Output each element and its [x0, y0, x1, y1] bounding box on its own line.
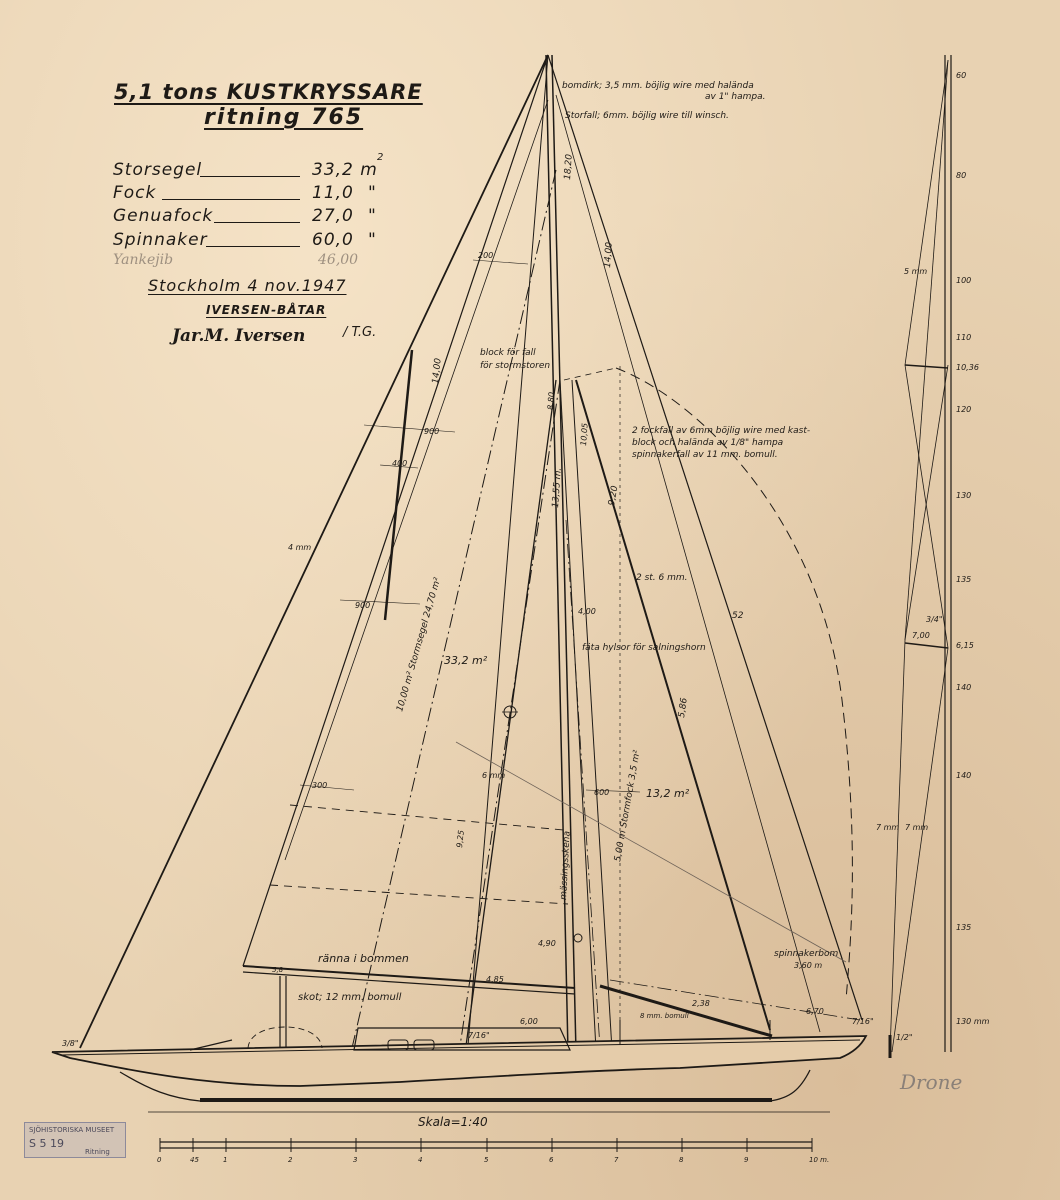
mast-dim-140-a: 140: [956, 683, 972, 692]
dim-6-00: 6,00: [520, 1017, 538, 1026]
section-stay-2: [905, 60, 948, 640]
dim-900-a-label: 900: [424, 427, 440, 436]
drawing-number: ritning 765: [204, 105, 364, 130]
note-fockfall-3: spinnakerfall av 11 mm. bomull.: [632, 450, 778, 460]
dim-4-00: 4,00: [578, 607, 596, 616]
reef-line-2: [270, 885, 568, 904]
mast-track-label: mässingsskena: [559, 830, 573, 901]
sail-name-fock: Fock: [113, 183, 157, 203]
dim-4-85: 4,85: [486, 975, 504, 984]
dim-52: 52: [732, 611, 744, 621]
mast-dim-80: 80: [956, 171, 967, 180]
spinnaker-sheet-line: [456, 742, 846, 962]
scale-tick-label: 2: [288, 1156, 293, 1164]
initials: / T.G.: [343, 325, 377, 340]
section-wire-5mm: 5 mm: [904, 267, 928, 276]
note-bomdirk-2: av 1" hampa.: [705, 92, 766, 102]
dim-900-b-label: 900: [355, 601, 371, 610]
mast-dim-60: 60: [956, 71, 967, 80]
sail-name-yankejib: Yankejib: [113, 252, 174, 268]
scale-tick-label: 3: [353, 1156, 358, 1164]
mast-dim-130: 130: [956, 491, 972, 500]
note-stormfock: 5,00 m Stormfock 3,5 m²: [613, 749, 643, 863]
spreader-lower: [905, 643, 948, 648]
scale-label: Skala=1:40: [418, 1115, 488, 1129]
spreader-upper: [905, 365, 948, 368]
sail-name-spinnaker: Spinnaker: [113, 230, 208, 250]
sail-name-storsegel: Storsegel: [113, 160, 203, 180]
genoa-leech: [285, 100, 551, 860]
reef-line-1: [290, 805, 564, 830]
mast-dim-100: 100: [956, 276, 972, 285]
spinnaker-pole: [600, 986, 772, 1036]
note-ring-bomull: 8 mm. bomull: [640, 1012, 689, 1020]
jib-luff: [468, 55, 551, 1046]
note-block-2: för stormstoren: [480, 361, 551, 371]
area-33-2: 33,2 m²: [444, 654, 488, 667]
dim-200-label: 200: [478, 251, 494, 260]
mast-dim-140-b: 140: [956, 771, 972, 780]
scale-tick-label: 7: [614, 1156, 619, 1164]
mast-dim-135: 135: [956, 575, 972, 584]
mast-dim-120: 120: [956, 405, 972, 414]
dim-4mm: 4 mm: [288, 543, 312, 552]
boom-bottom: [243, 972, 575, 994]
dim-13-55: 13,55 m.: [551, 467, 564, 509]
sail-unit-fock: ": [368, 183, 377, 203]
stamp-line-2: S 5 19: [29, 1137, 64, 1150]
topmast-stay: [556, 95, 823, 1032]
dim-5-8: 5,8: [272, 966, 284, 974]
signature: Jar.M. Iversen: [172, 326, 306, 346]
winch: [574, 934, 582, 942]
note-hylsor: fäta hylsor för salningshorn: [582, 643, 706, 653]
forestay-line: [80, 55, 551, 1048]
scale-tick-label: 0: [157, 1156, 162, 1164]
stamp-line-1: SJÖHISTORISKA MUSEET: [29, 1126, 115, 1134]
sail-value-spinnaker: 60,0: [312, 230, 354, 250]
spreader-height-upper: 10,36: [956, 363, 979, 372]
spreader-width: 7,00: [912, 631, 930, 640]
note-fockfall-2: block och halända av 1/8" hampa: [632, 438, 784, 448]
museum-stamp: [24, 1122, 126, 1158]
dim-10-05: 10,05: [579, 422, 590, 447]
wire-size-mid: 7/16": [468, 1031, 490, 1040]
dim-6-70: 6,70: [806, 1007, 824, 1016]
sail-value-fock: 11,0: [312, 183, 354, 203]
scale-tick-label: 45: [190, 1156, 199, 1164]
dim-5-86: 5,86: [677, 697, 690, 719]
chainplate-size: 1/2": [896, 1033, 913, 1042]
dim-2-38: 2,38: [692, 999, 710, 1008]
dim-200: [473, 260, 528, 264]
dim-300-label: 300: [312, 781, 328, 790]
dim-4-90: 4,90: [538, 939, 556, 948]
area-13-2: 13,2 m²: [646, 787, 690, 800]
pencil-boat-name: Drone: [900, 1070, 963, 1094]
sail-name-genuafock: Genuafock: [113, 206, 214, 226]
note-wires: 2 st. 6 mm.: [636, 573, 688, 583]
note-storfall: Storfall; 6mm. böjlig wire till winsch.: [565, 111, 729, 121]
section-stay-5: [890, 640, 905, 1052]
dim-14-00-leech: 14,00: [431, 357, 444, 385]
note-fockfall-1: 2 fockfall av 6mm böjlig wire med kast-: [632, 426, 811, 436]
note-block: block för fall: [480, 348, 536, 358]
sail-unit-genuafock: ": [368, 206, 377, 226]
dim-8-80: 8,80: [546, 391, 557, 411]
dim-400-a-label: 400: [392, 459, 408, 468]
note-stormsegel: 10,00 m² Stormsegel 24,70 m²: [395, 576, 444, 713]
hull-outline: [52, 1036, 866, 1086]
place-and-date: Stockholm 4 nov.1947: [148, 276, 347, 295]
scale-tick-label: 6: [549, 1156, 554, 1164]
dim-9-25: 9,25: [455, 829, 466, 849]
dim-9-20: 9,20: [607, 485, 621, 507]
section-stay-6: [892, 648, 948, 1052]
note-skot: skot; 12 mm. bomull: [298, 992, 402, 1003]
scale-tick-label: 10 m.: [809, 1156, 830, 1164]
scale-tick-label: 4: [418, 1156, 423, 1164]
spreader-fitting: 3/4": [926, 615, 943, 624]
mast-dim-110: 110: [956, 333, 972, 342]
dim-900-b: [340, 600, 420, 604]
note-bomdirk: bomdirk; 3,5 mm. böjlig wire med halända: [562, 81, 754, 91]
dim-900-a: [364, 425, 455, 432]
section-wire-7mm-a: 7 mm: [876, 823, 900, 832]
scale-tick-label: 9: [744, 1156, 749, 1164]
sail-value-genuafock: 27,0: [312, 206, 354, 226]
dim-600-label: 600: [594, 788, 610, 797]
dim-6mm: 6 mm: [482, 771, 506, 780]
dim-18-20: 18,20: [563, 153, 575, 181]
scale-tick-label: 8: [679, 1156, 684, 1164]
sail-unit-spinnaker: ": [368, 230, 377, 250]
note-spinnakerbom: spinnakerbom: [774, 949, 839, 959]
mast-dim-135-b: 135: [956, 923, 972, 932]
note-ranna: ränna i bommen: [318, 952, 409, 965]
drawing-title: 5,1 tons KUSTKRYSSARE: [114, 80, 423, 104]
wire-size-bow: 3/8": [62, 1039, 79, 1048]
spinnaker-head-line: [564, 368, 616, 380]
wire-size-stern: 7/16": [852, 1017, 874, 1026]
spreader-height-lower: 6,15: [956, 641, 974, 650]
mast-dim-130-mm: 130 mm: [956, 1017, 990, 1026]
note-spinnakerbom-length: 3,60 m: [794, 961, 823, 970]
section-wire-7mm-b: 7 mm: [905, 823, 929, 832]
spinnaker-outline: [616, 368, 852, 1000]
section-stay-1: [905, 60, 948, 365]
sail-unit-storsegel: 2: [377, 152, 384, 163]
stormfock-leech: [566, 520, 600, 1048]
cockpit-arc: [248, 1027, 322, 1048]
backstay-line: [548, 55, 862, 1020]
boom-top: [243, 966, 575, 988]
dim-14-00-stay: 14,00: [603, 241, 615, 269]
stamp-line-3: Ritning: [85, 1148, 110, 1156]
sail-value-storsegel: 33,2 m: [312, 160, 378, 180]
builder-name: IVERSEN-BÅTAR: [206, 303, 327, 317]
sail-value-yankejib: 46,00: [318, 252, 359, 268]
scale-tick-label: 5: [484, 1156, 489, 1164]
scale-tick-label: 1: [223, 1156, 228, 1164]
